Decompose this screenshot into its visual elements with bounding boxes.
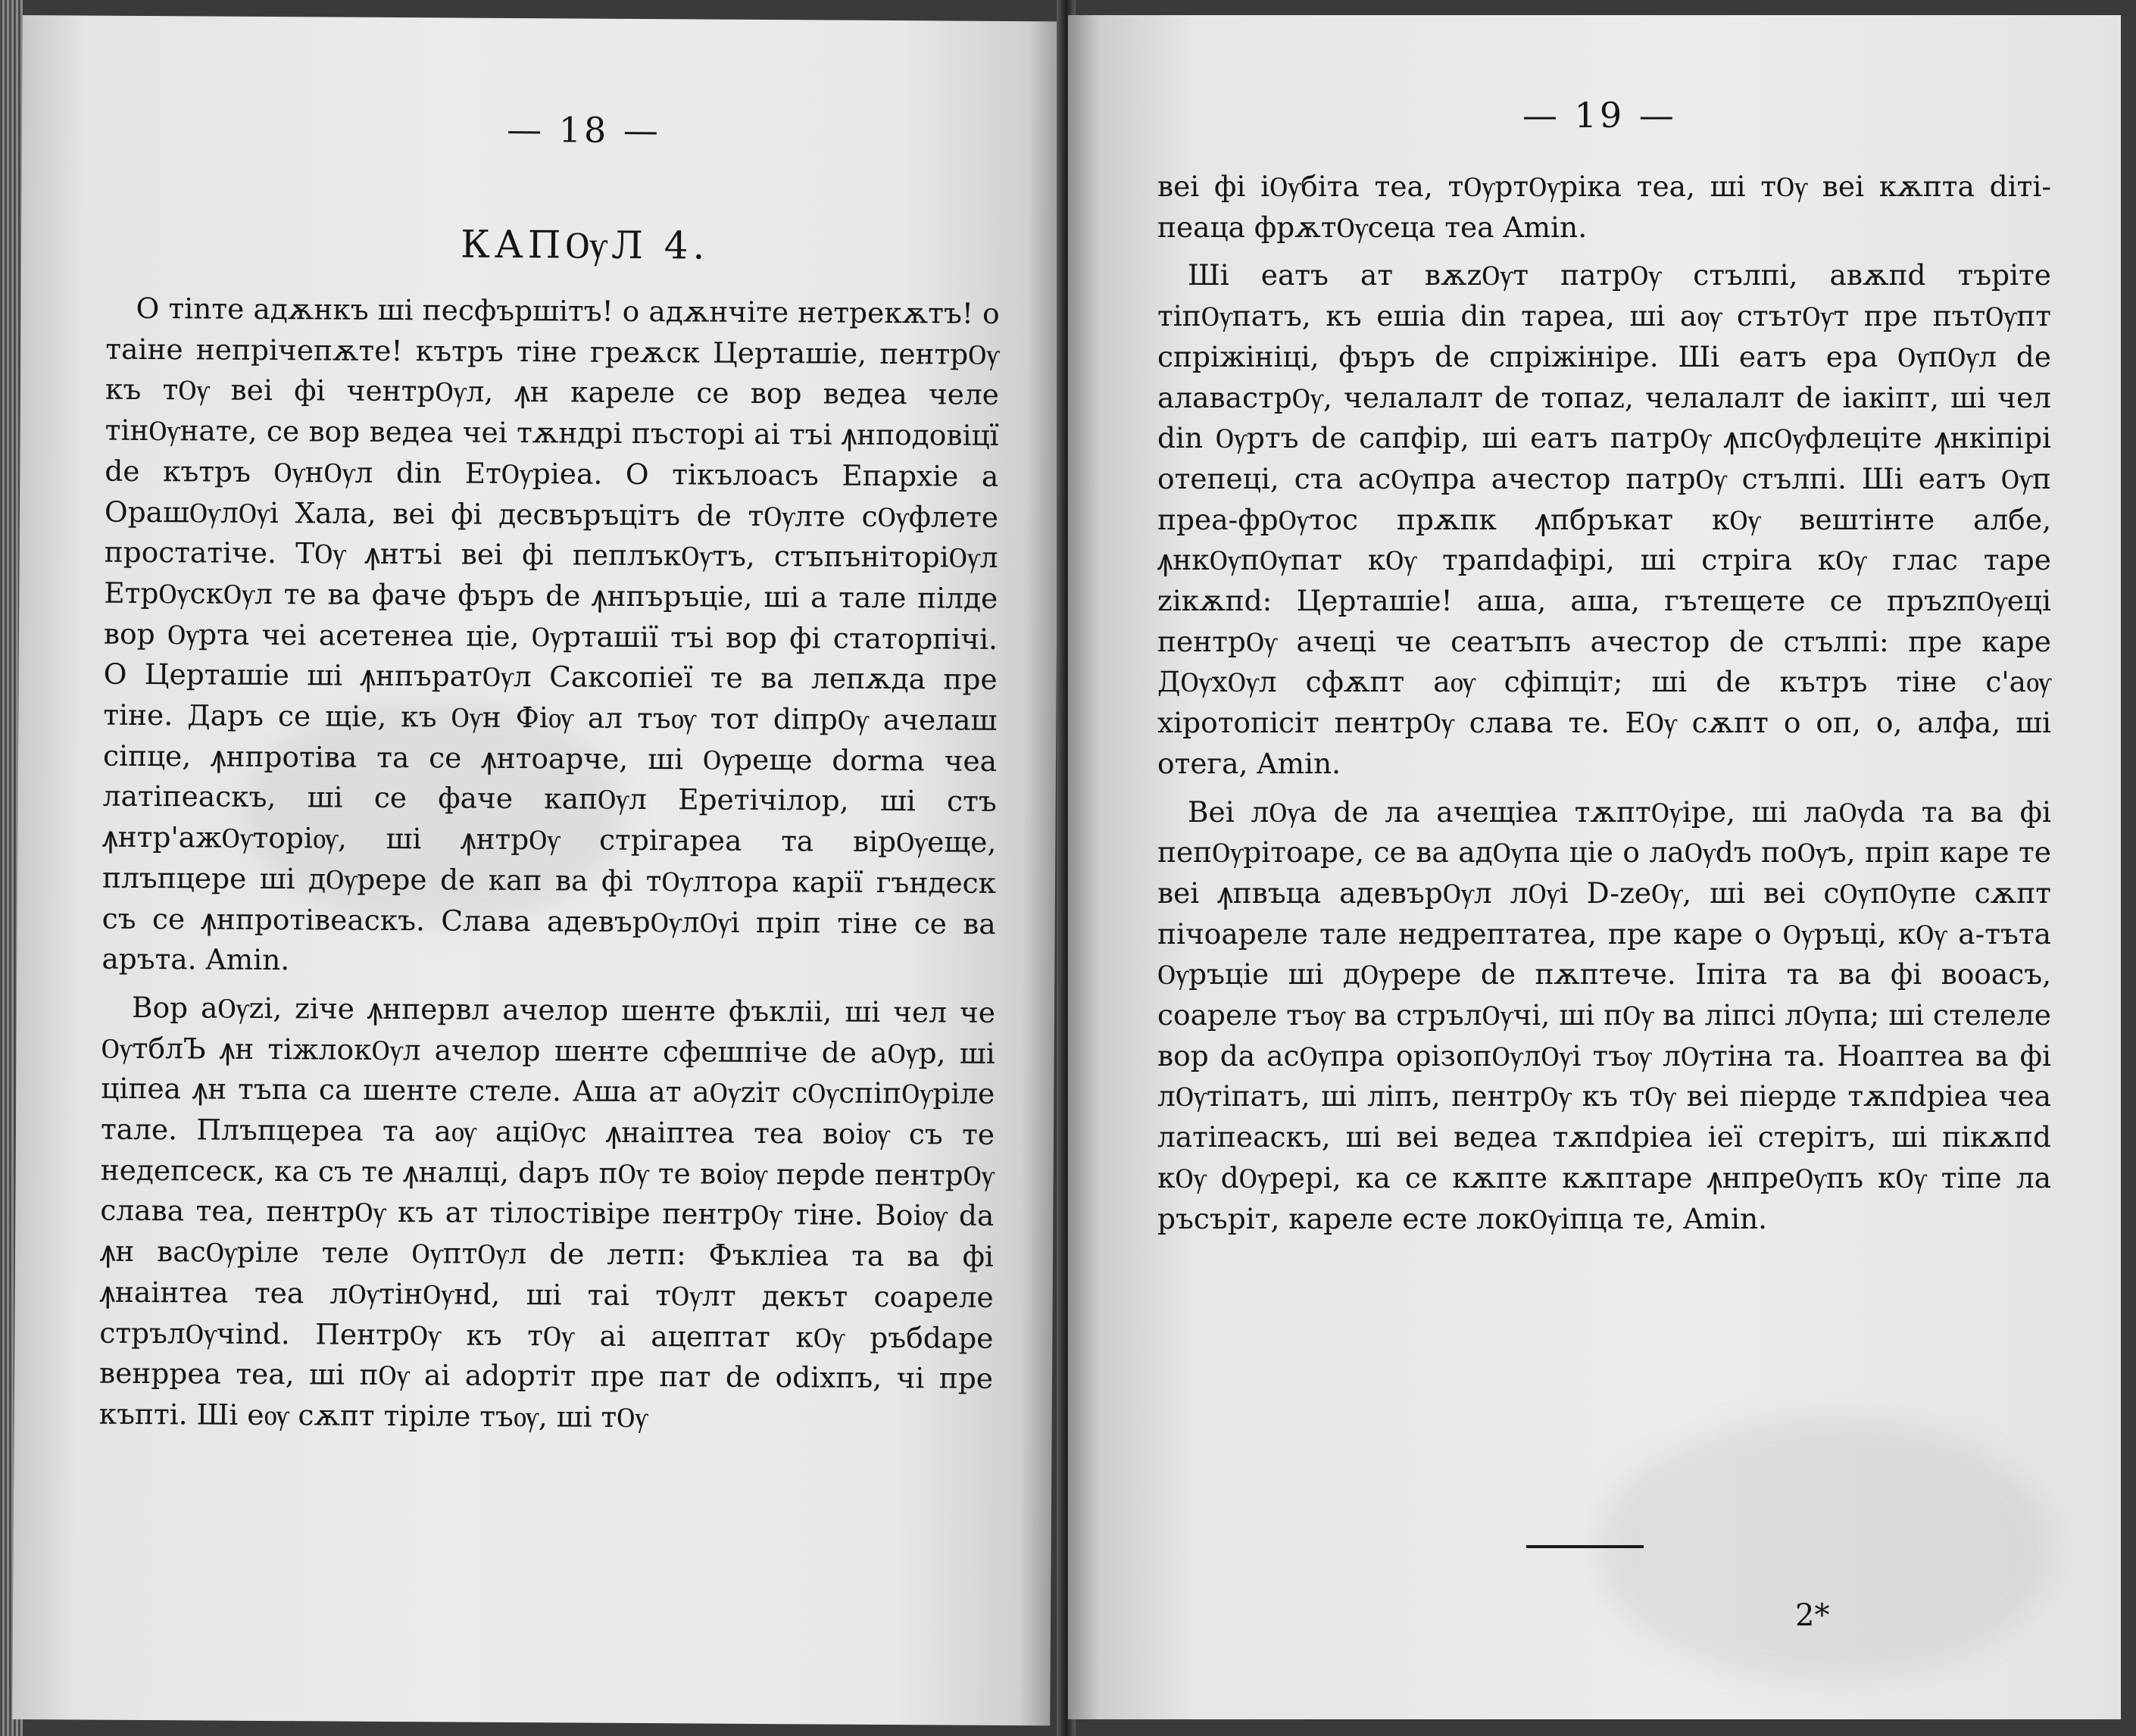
paragraph: О тinте адѫнкъ ші песфършітъ! о адѫнчіте нетрекѫтъ! о таіне непрічепѫте! кътръ тіне греѫск Церташіе, пентрѸ къ тѸ веі фі чентрѸл, ꙟн кареле се вор ведеа челе тінѸнате, се вор ведеа чеі тѫндрі пъсторі аі тъі ꙟнподовіцї de кътръ ѸнѸл din ЕтѸріеа. О тікълоасъ Епархіе а ОрашѸлѸі Хала, веі фі десвъръцітъ de тѸлте сѸфлете простатіче. ТѸ ꙟнтъі веі фі пеплъкѸтъ, стъпъніторіѸл ЕтрѸскѸл те ва фаче фъръ de ꙟнпъръціе, ші а тале пілде вор Ѹрта чеі асетенеа ціе, Ѹрташії тъі вор фі статорпічі. О Церташіе ші ꙟнпъратѸл Саксопіеї те ва лепѫда пре тіне. Даръ се щіе, къ Ѹн Фіѹ ал тъѹ тот dіпрѸ ачелаш сіпце, ꙟнпротіва та се ꙟнтоарче, ші Ѹреще dorma чеа латіпеаскъ, ші се фаче капѸл Еретічілор, ші стъ ꙟнтр'ажѸторіѹ, ші ꙟнтрѸ стрігареа та вірѸеще, плъпцере ші дѸрере de кап ва фі тѸлтора карії гъндеск съ се ꙟнпротівеаскъ. Слава адевърѸлѸі пріп тіне се ва аръта. Amin. — [101, 291, 1000, 977]
chapter-heading: КАПѸЛ 4. — [460, 222, 710, 268]
paper-stain — [1598, 1416, 2053, 1681]
left-page — [12, 15, 1060, 1725]
page-number-right: — 19 — — [1522, 95, 1677, 136]
paragraph: веі фі іѸбіта теа, тѸртѸріка теа, ші тѸ веі кѫпта dіті-пеаца фрѫтѸсеца теа Amin. — [1157, 170, 2051, 244]
page-number-left: — 18 — — [506, 108, 662, 151]
paragraph: Вор аѸzі, zіче ꙟнпервл ачелор шенте фъкліі, ші чел че ѸтблЪ ꙟн тіжлокѸл ачелор шенте сфешпіче de аѸр, ші ціпеа ꙟн тъпа са шенте стеле. Аша ат аѸzіт сѸспіпѸріле тале. Плъпцереа та аѹ ацiѸс ꙟнаіптеа теа воіѹ съ те недепсеск, ка съ те ꙟналці, dаръ пѸ те воіѹ перdе пентрѸ слава теа, пентрѸ къ ат тілостівіре пентрѸ тіне. Воіѹ da ꙟн васѸріле теле ѸптѸл de летп: Фъкліеа та ва фі ꙟнаінтеа теа лѸтінѸнd, ші таі тѸлт декът соареле стрълѸчіnd. ПентрѸ къ тѸ аі ацептат кѸ ръбdаре венpреа теа, ші пѸ аі adopтіт пре пат de odіхпъ, чі пре къпті. Ші еѹ сѫпт тіріле тъѹ, ші тѸ — [98, 990, 996, 1435]
right-page — [1068, 15, 2121, 1719]
paragraph: Веі лѸа de ла ачещіеа тѫптѸіре, ші лаѸdа та ва фі пепѸрітоаре, се ва адѸпа ціе о лаѸdъ поѸъ, пріп каре те веі ꙟпвъца адевърѸл лѸі D-zеѸ, ші веі сѸпѸпе сѫпт пічоареле тале недрептатеа, пре каре о Ѹръці, кѸ а-тъта Ѹръціе ші дѸрере de пѫптече. Іпіта та ва фі воoасъ, соареле тъѹ ва стрълѸчі, ші пѸ ва ліпсі лѸпа; ші стелеле вор da асѸпра орізопѸлѸі тъѹ лѸтіна та. Ноаптеа ва фі лѸтіпатъ, ші ліпъ, пентрѸ къ тѸ веі пiердe тѫпdріеа чеа латіпеаскъ, ші веі ведеа тѫпdріеа іеї стерітъ, ші пікѫпd кѸ dѸрері, ка се кѫпте кѫптаре ꙟнпреѸпъ кѸ тіпе ла ръсъріт, кареле есте локѸіпца те, Amin. — [1157, 795, 2051, 1235]
signature-mark: 2* — [1795, 1598, 1830, 1633]
paragraph: Ші еатъ ат вѫzѸт патрѸ стълпі, авѫпd търіте тіпѸпатъ, къ ешіа din тареа, ші аѹ стътѸт пре пътѸпт спріжініці, фъръ de спріжініре. Ші еатъ ера ѸпѸл de алавастрѸ, челалалт de топаz, челалалт de іакіпт, ші чел din Ѹртъ de сапфір, ші еатъ патрѸ ꙟпсѸфлеціте ꙟнкіпірі отепеці, ста асѸпра ачестор патрѸ стълпі. Ші еатъ Ѹп преа-фрѸтос прѫпк ꙟпбръкат кѸ вештінте албе, ꙟнкѸпѸпат кѸ трапdафірі, ші стріга кѸ глас таре zікѫпd: Церташіе! аша, аша, гътещете се пръzпѸеці пентрѸ ачеці че сеатъпъ ачестор de стълпі: пре каре ДѸхѸл сфѫпт аѹ сфіпціт; ші de кътръ тіне с'аѹ хіротопісіт пентрѸ слава те. ЕѸ сѫпт о оп, о, алфа, ші отега, Amin. — [1157, 258, 2051, 780]
right-page-text — [1157, 167, 2051, 1239]
left-page-text — [99, 289, 1000, 1441]
end-rule — [1526, 1545, 1644, 1548]
